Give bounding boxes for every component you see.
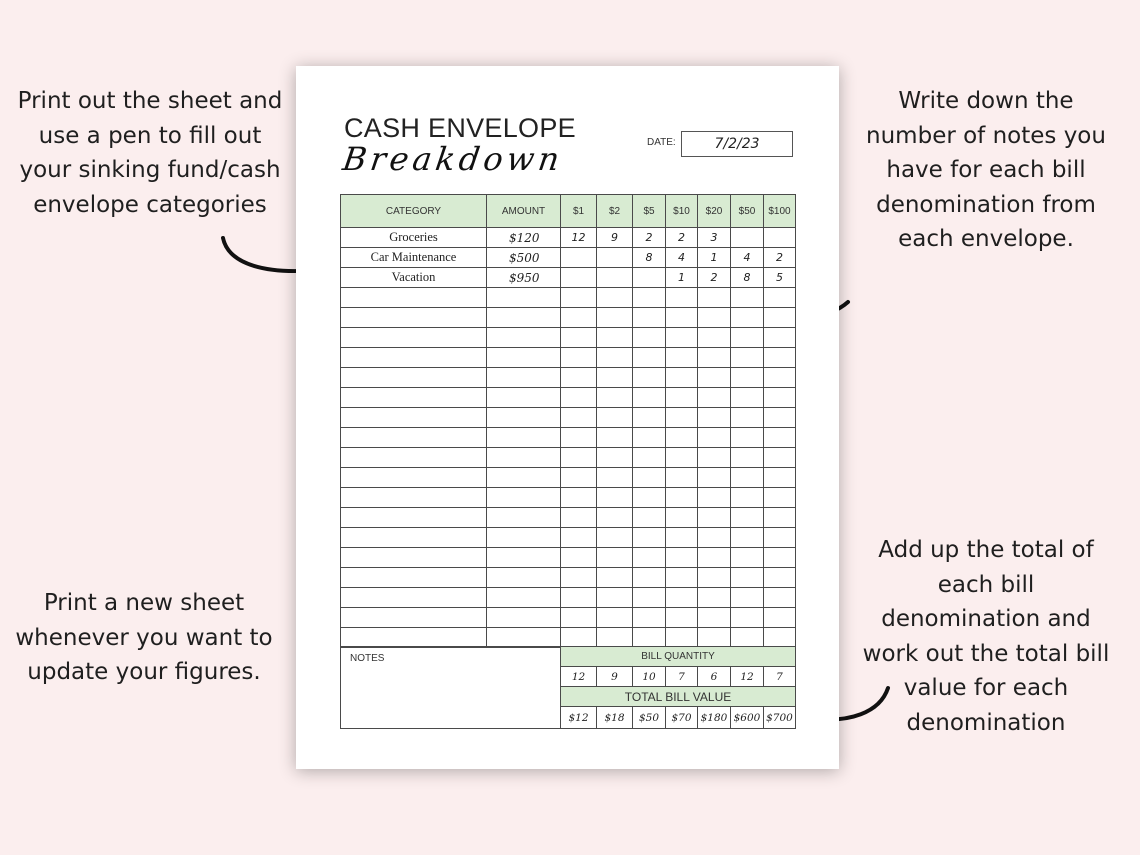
amount-cell[interactable]: $500 — [487, 248, 561, 268]
total-bill-value-label: TOTAL BILL VALUE — [561, 687, 796, 707]
empty-cell[interactable] — [666, 468, 698, 488]
empty-cell[interactable] — [561, 608, 597, 628]
empty-cell[interactable] — [666, 608, 698, 628]
bill-count-cell[interactable]: 12 — [561, 228, 597, 248]
empty-cell[interactable] — [597, 488, 633, 508]
empty-cell[interactable] — [698, 568, 731, 588]
table-row — [341, 368, 796, 388]
empty-cell[interactable] — [597, 608, 633, 628]
table-row — [341, 348, 796, 368]
table-row — [341, 228, 796, 248]
empty-cell[interactable] — [698, 288, 731, 308]
empty-cell[interactable] — [633, 328, 666, 348]
callout-print-sheet: Print out the sheet and use a pen to fill out your sinking fund/cash envelope categories — [17, 88, 283, 218]
empty-cell[interactable] — [597, 468, 633, 488]
empty-cell[interactable] — [633, 568, 666, 588]
empty-cell[interactable] — [487, 548, 561, 568]
empty-cell[interactable] — [764, 368, 796, 388]
empty-cell[interactable] — [764, 588, 796, 608]
empty-cell[interactable] — [487, 568, 561, 588]
bill-count-cell[interactable]: 4 — [731, 248, 764, 268]
empty-cell[interactable] — [633, 528, 666, 548]
empty-cell[interactable] — [597, 408, 633, 428]
empty-cell[interactable] — [666, 528, 698, 548]
empty-cell[interactable] — [666, 548, 698, 568]
table-row — [341, 328, 796, 348]
empty-cell[interactable] — [597, 588, 633, 608]
empty-cell[interactable] — [764, 328, 796, 348]
empty-cell[interactable] — [487, 328, 561, 348]
empty-cell[interactable] — [764, 528, 796, 548]
empty-cell[interactable] — [731, 448, 764, 468]
empty-cell[interactable] — [731, 428, 764, 448]
empty-cell[interactable] — [561, 568, 597, 588]
sheet-subtitle: Breakdown — [340, 140, 566, 178]
empty-cell[interactable] — [487, 488, 561, 508]
table-row — [341, 628, 796, 648]
empty-cell[interactable] — [633, 368, 666, 388]
category-cell[interactable]: Car Maintenance — [341, 248, 487, 268]
empty-cell[interactable] — [698, 588, 731, 608]
empty-cell[interactable] — [341, 568, 487, 588]
empty-cell[interactable] — [341, 608, 487, 628]
empty-cell[interactable] — [731, 348, 764, 368]
empty-cell[interactable] — [764, 508, 796, 528]
empty-cell[interactable] — [597, 448, 633, 468]
empty-cell[interactable] — [764, 608, 796, 628]
empty-cell[interactable] — [561, 628, 597, 648]
empty-cell[interactable] — [731, 308, 764, 328]
empty-cell[interactable] — [764, 288, 796, 308]
empty-cell[interactable] — [666, 448, 698, 468]
empty-cell[interactable] — [597, 528, 633, 548]
bill-value-cell[interactable]: $600 — [731, 707, 764, 729]
bill-quantity-cell[interactable]: 7 — [666, 667, 698, 687]
empty-cell[interactable] — [561, 508, 597, 528]
header-cell: $10 — [666, 195, 698, 228]
empty-cell[interactable] — [731, 528, 764, 548]
empty-cell[interactable] — [561, 328, 597, 348]
empty-cell[interactable] — [666, 508, 698, 528]
empty-cell[interactable] — [666, 328, 698, 348]
empty-cell[interactable] — [731, 568, 764, 588]
empty-cell[interactable] — [561, 448, 597, 468]
empty-cell[interactable] — [487, 288, 561, 308]
empty-cell[interactable] — [561, 588, 597, 608]
bill-value-cell[interactable]: $700 — [764, 707, 796, 729]
empty-cell[interactable] — [597, 628, 633, 648]
empty-cell[interactable] — [633, 488, 666, 508]
notes-label: NOTES — [350, 653, 385, 664]
empty-cell[interactable] — [561, 368, 597, 388]
summary-table — [340, 646, 796, 729]
empty-cell[interactable] — [561, 528, 597, 548]
callout-write-notes: Write down the number of notes you have for each bill denomination from each envelope. — [866, 88, 1106, 252]
bill-quantity-cell[interactable]: 12 — [731, 667, 764, 687]
bill-value-cell[interactable]: $12 — [561, 707, 597, 729]
bill-value-cell[interactable]: $70 — [666, 707, 698, 729]
empty-cell[interactable] — [666, 308, 698, 328]
bill-count-cell[interactable] — [597, 248, 633, 268]
empty-cell[interactable] — [731, 548, 764, 568]
bill-count-cell[interactable] — [597, 268, 633, 288]
bill-count-cell[interactable] — [561, 248, 597, 268]
empty-cell[interactable] — [764, 568, 796, 588]
empty-cell[interactable] — [561, 288, 597, 308]
table-row — [341, 268, 796, 288]
bill-quantity-cell[interactable]: 6 — [698, 667, 731, 687]
empty-cell[interactable] — [341, 628, 487, 648]
notes-box[interactable] — [341, 647, 561, 729]
empty-cell[interactable] — [666, 488, 698, 508]
empty-cell[interactable] — [698, 388, 731, 408]
empty-cell[interactable] — [731, 588, 764, 608]
empty-cell[interactable] — [666, 628, 698, 648]
empty-cell[interactable] — [731, 288, 764, 308]
empty-cell[interactable] — [341, 548, 487, 568]
empty-cell[interactable] — [597, 348, 633, 368]
table-row — [341, 468, 796, 488]
bill-value-cell[interactable]: $180 — [698, 707, 731, 729]
bill-count-cell[interactable]: 9 — [597, 228, 633, 248]
empty-cell[interactable] — [698, 448, 731, 468]
empty-cell[interactable] — [731, 488, 764, 508]
empty-cell[interactable] — [341, 468, 487, 488]
bill-count-cell[interactable] — [731, 228, 764, 248]
bill-quantity-cell[interactable]: 10 — [633, 667, 666, 687]
header-cell: $50 — [731, 195, 764, 228]
empty-cell[interactable] — [731, 608, 764, 628]
empty-cell[interactable] — [731, 508, 764, 528]
bill-count-cell[interactable]: 2 — [764, 248, 796, 268]
empty-cell[interactable] — [487, 448, 561, 468]
empty-cell[interactable] — [341, 408, 487, 428]
table-header-row — [341, 195, 796, 228]
empty-cell[interactable] — [698, 628, 731, 648]
empty-cell[interactable] — [487, 368, 561, 388]
empty-cell[interactable] — [633, 468, 666, 488]
empty-cell[interactable] — [633, 388, 666, 408]
empty-cell[interactable] — [341, 528, 487, 548]
empty-cell[interactable] — [764, 348, 796, 368]
sheet-title: CASH ENVELOPE — [344, 113, 576, 143]
table-row — [341, 388, 796, 408]
empty-cell[interactable] — [666, 288, 698, 308]
bill-value-cell[interactable]: $50 — [633, 707, 666, 729]
empty-cell[interactable] — [698, 328, 731, 348]
empty-cell[interactable] — [731, 388, 764, 408]
empty-cell[interactable] — [487, 308, 561, 328]
empty-cell[interactable] — [731, 628, 764, 648]
empty-cell[interactable] — [597, 308, 633, 328]
empty-cell[interactable] — [633, 608, 666, 628]
empty-cell[interactable] — [341, 388, 487, 408]
empty-cell[interactable] — [561, 348, 597, 368]
empty-cell[interactable] — [731, 328, 764, 348]
empty-cell[interactable] — [698, 488, 731, 508]
empty-cell[interactable] — [341, 348, 487, 368]
callout-print-new-sheet: Print a new sheet whenever you want to update your figures. — [15, 590, 273, 685]
empty-cell[interactable] — [633, 508, 666, 528]
envelope-table — [340, 194, 796, 648]
empty-cell[interactable] — [764, 548, 796, 568]
bill-count-cell[interactable] — [764, 228, 796, 248]
empty-cell[interactable] — [487, 348, 561, 368]
empty-cell[interactable] — [633, 348, 666, 368]
empty-cell[interactable] — [597, 508, 633, 528]
empty-cell[interactable] — [341, 508, 487, 528]
empty-cell[interactable] — [341, 488, 487, 508]
empty-cell[interactable] — [764, 488, 796, 508]
empty-cell[interactable] — [633, 548, 666, 568]
empty-cell[interactable] — [764, 468, 796, 488]
empty-cell[interactable] — [597, 428, 633, 448]
empty-cell[interactable] — [341, 448, 487, 468]
empty-cell[interactable] — [341, 428, 487, 448]
empty-cell[interactable] — [764, 408, 796, 428]
header-cell: AMOUNT — [487, 195, 561, 228]
header-cell: $100 — [764, 195, 796, 228]
table-row — [341, 428, 796, 448]
table-body — [341, 228, 796, 648]
bill-count-cell[interactable]: 1 — [698, 248, 731, 268]
empty-cell[interactable] — [561, 308, 597, 328]
table-row — [341, 288, 796, 308]
empty-cell[interactable] — [633, 588, 666, 608]
category-cell[interactable]: Groceries — [341, 228, 487, 248]
empty-cell[interactable] — [764, 628, 796, 648]
empty-cell[interactable] — [341, 588, 487, 608]
empty-cell[interactable] — [666, 568, 698, 588]
table-row — [341, 308, 796, 328]
table-row — [341, 588, 796, 608]
empty-cell[interactable] — [698, 308, 731, 328]
callout-add-totals: Add up the total of each bill denomination and work out the total bill value for each denomination — [862, 537, 1110, 736]
header-cell: $5 — [633, 195, 666, 228]
bill-count-cell[interactable]: 3 — [698, 228, 731, 248]
table-row — [341, 568, 796, 588]
empty-cell[interactable] — [666, 408, 698, 428]
bill-count-cell[interactable] — [633, 268, 666, 288]
table-row — [341, 408, 796, 428]
empty-cell[interactable] — [698, 508, 731, 528]
empty-cell[interactable] — [597, 368, 633, 388]
empty-cell[interactable] — [597, 388, 633, 408]
bill-quantity-cell[interactable]: 12 — [561, 667, 597, 687]
empty-cell[interactable] — [341, 368, 487, 388]
empty-cell[interactable] — [341, 308, 487, 328]
empty-cell[interactable] — [341, 328, 487, 348]
table-row — [341, 508, 796, 528]
empty-cell[interactable] — [698, 368, 731, 388]
bill-value-cell[interactable]: $18 — [597, 707, 633, 729]
empty-cell[interactable] — [666, 368, 698, 388]
empty-cell[interactable] — [487, 428, 561, 448]
empty-cell[interactable] — [487, 588, 561, 608]
empty-cell[interactable] — [666, 388, 698, 408]
empty-cell[interactable] — [561, 548, 597, 568]
table-row — [341, 608, 796, 628]
empty-cell[interactable] — [666, 428, 698, 448]
empty-cell[interactable] — [487, 408, 561, 428]
empty-cell[interactable] — [633, 408, 666, 428]
bill-count-cell[interactable]: 8 — [633, 248, 666, 268]
bill-quantity-cell[interactable]: 9 — [597, 667, 633, 687]
empty-cell[interactable] — [561, 488, 597, 508]
table-row — [341, 548, 796, 568]
empty-cell[interactable] — [487, 628, 561, 648]
empty-cell[interactable] — [487, 508, 561, 528]
empty-cell[interactable] — [341, 288, 487, 308]
empty-cell[interactable] — [764, 388, 796, 408]
empty-cell[interactable] — [764, 428, 796, 448]
date-field[interactable]: 7/2/23 — [681, 131, 793, 157]
empty-cell[interactable] — [561, 428, 597, 448]
empty-cell[interactable] — [698, 348, 731, 368]
bill-count-cell[interactable]: 2 — [698, 268, 731, 288]
empty-cell[interactable] — [633, 628, 666, 648]
empty-cell[interactable] — [561, 468, 597, 488]
table-row — [341, 488, 796, 508]
empty-cell[interactable] — [633, 288, 666, 308]
empty-cell[interactable] — [597, 288, 633, 308]
empty-cell[interactable] — [698, 548, 731, 568]
empty-cell[interactable] — [487, 528, 561, 548]
empty-cell[interactable] — [561, 388, 597, 408]
printable-sheet — [296, 66, 839, 769]
empty-cell[interactable] — [487, 388, 561, 408]
empty-cell[interactable] — [764, 308, 796, 328]
empty-cell[interactable] — [597, 328, 633, 348]
bill-count-cell[interactable]: 4 — [666, 248, 698, 268]
empty-cell[interactable] — [633, 428, 666, 448]
empty-cell[interactable] — [666, 348, 698, 368]
bill-quantity-cell[interactable]: 7 — [764, 667, 796, 687]
date-label: DATE: — [647, 137, 676, 148]
empty-cell[interactable] — [764, 448, 796, 468]
empty-cell[interactable] — [698, 468, 731, 488]
empty-cell[interactable] — [633, 448, 666, 468]
empty-cell[interactable] — [633, 308, 666, 328]
empty-cell[interactable] — [561, 408, 597, 428]
empty-cell[interactable] — [731, 408, 764, 428]
bill-count-cell[interactable] — [561, 268, 597, 288]
empty-cell[interactable] — [487, 608, 561, 628]
table-row — [341, 448, 796, 468]
empty-cell[interactable] — [597, 548, 633, 568]
amount-cell[interactable]: $950 — [487, 268, 561, 288]
empty-cell[interactable] — [597, 568, 633, 588]
table-row — [341, 528, 796, 548]
bill-quantity-label: BILL QUANTITY — [561, 647, 796, 667]
amount-cell[interactable]: $120 — [487, 228, 561, 248]
empty-cell[interactable] — [487, 468, 561, 488]
bill-count-cell[interactable]: 5 — [764, 268, 796, 288]
header-cell: $1 — [561, 195, 597, 228]
empty-cell[interactable] — [666, 588, 698, 608]
header-cell: CATEGORY — [341, 195, 487, 228]
empty-cell[interactable] — [731, 368, 764, 388]
bill-count-cell[interactable]: 2 — [633, 228, 666, 248]
header-cell: $20 — [698, 195, 731, 228]
header-cell: $2 — [597, 195, 633, 228]
empty-cell[interactable] — [698, 528, 731, 548]
bill-count-cell[interactable]: 1 — [666, 268, 698, 288]
bill-count-cell[interactable]: 2 — [666, 228, 698, 248]
bill-count-cell[interactable]: 8 — [731, 268, 764, 288]
empty-cell[interactable] — [731, 468, 764, 488]
empty-cell[interactable] — [698, 408, 731, 428]
table-row — [341, 248, 796, 268]
empty-cell[interactable] — [698, 428, 731, 448]
empty-cell[interactable] — [698, 608, 731, 628]
category-cell[interactable]: Vacation — [341, 268, 487, 288]
